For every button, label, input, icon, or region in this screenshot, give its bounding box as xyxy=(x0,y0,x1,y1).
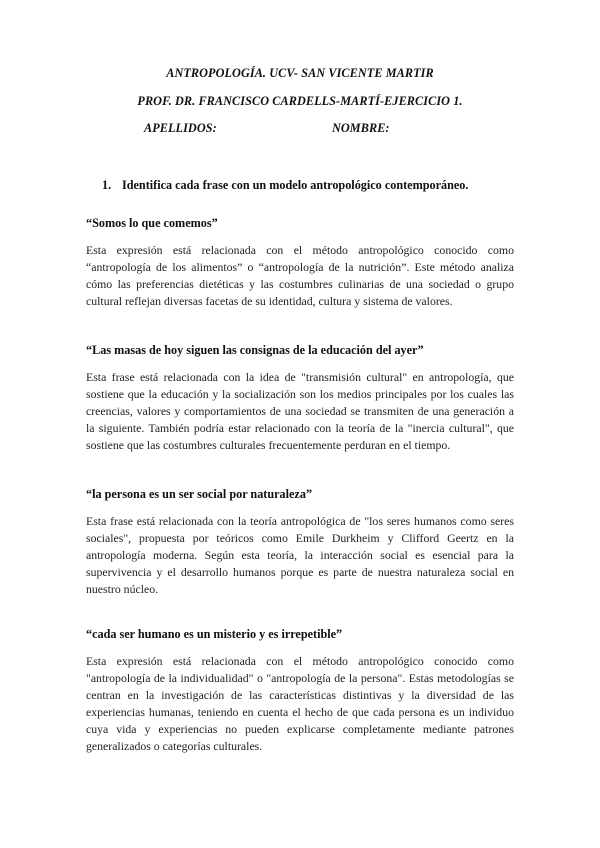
professor-line: PROF. DR. FRANCISCO CARDELLS-MARTÍ-EJERCICIO 1. xyxy=(137,94,463,108)
phrase-heading-4: “cada ser humano es un misterio y es irrepetible” xyxy=(86,627,343,641)
phrase-heading-2: “Las masas de hoy siguen las consignas de la educación del ayer” xyxy=(86,343,424,357)
question-heading xyxy=(102,178,468,193)
question-text: Identifica cada frase con un modelo antropológico contemporáneo. xyxy=(122,178,469,192)
surname-label: APELLIDOS: xyxy=(144,121,217,135)
document-title: ANTROPOLOGÍA. UCV- SAN VICENTE MARTIR xyxy=(166,66,434,80)
answer-paragraph-2: Esta frase está relacionada con la idea de "transmisión cultural" en antropología, que sostiene que la educación y la socialización son los medios principales por los cuales las creencias, valores y comportamientos de una sociedad se transmiten de una generación a la siguiente. También podría estar relacionado con la teoría de la "inercia cultural", que sostiene que las costumbres culturales frecuentemente perduran en el tiempo. xyxy=(86,370,514,452)
question-number: 1. xyxy=(102,178,112,192)
name-label: NOMBRE: xyxy=(332,121,390,135)
answer-paragraph-1: Esta expresión está relacionada con el método antropológico conocido como “antropología de los alimentos” o “antropología de la nutrición”. Este método analiza cómo las preferencias dietéticas y las costumbres culinarias de una sociedad o grupo cultural reflejan diversas facetas de su identidad, cultura y sistema de valores. xyxy=(86,243,514,308)
answer-paragraph-4: Esta expresión está relacionada con el método antropológico conocido como "antropología de la individualidad" o "antropología de la persona". Estas metodologías se centran en la investigación de las características distintivas y la diversidad de las experiencias humanas, teniendo en cuenta el hecho de que cada persona es un individuo cuya vida y experiencias no pueden explicarse completamente mediante patrones generalizados o categorías culturales. xyxy=(86,654,514,753)
phrase-heading-3: “la persona es un ser social por naturaleza” xyxy=(86,487,313,501)
answer-paragraph-3: Esta frase está relacionada con la teoría antropológica de "los seres humanos como seres sociales", propuesta por teóricos como Emile Durkheim y Clifford Geertz en la antropología moderna. Según esta teoría, la interacción social es esencial para la supervivencia y el desarrollo humanos porque es parte de nuestra naturaleza social en nuestro núcleo. xyxy=(86,514,514,596)
phrase-heading-1: “Somos lo que comemos” xyxy=(86,216,218,230)
